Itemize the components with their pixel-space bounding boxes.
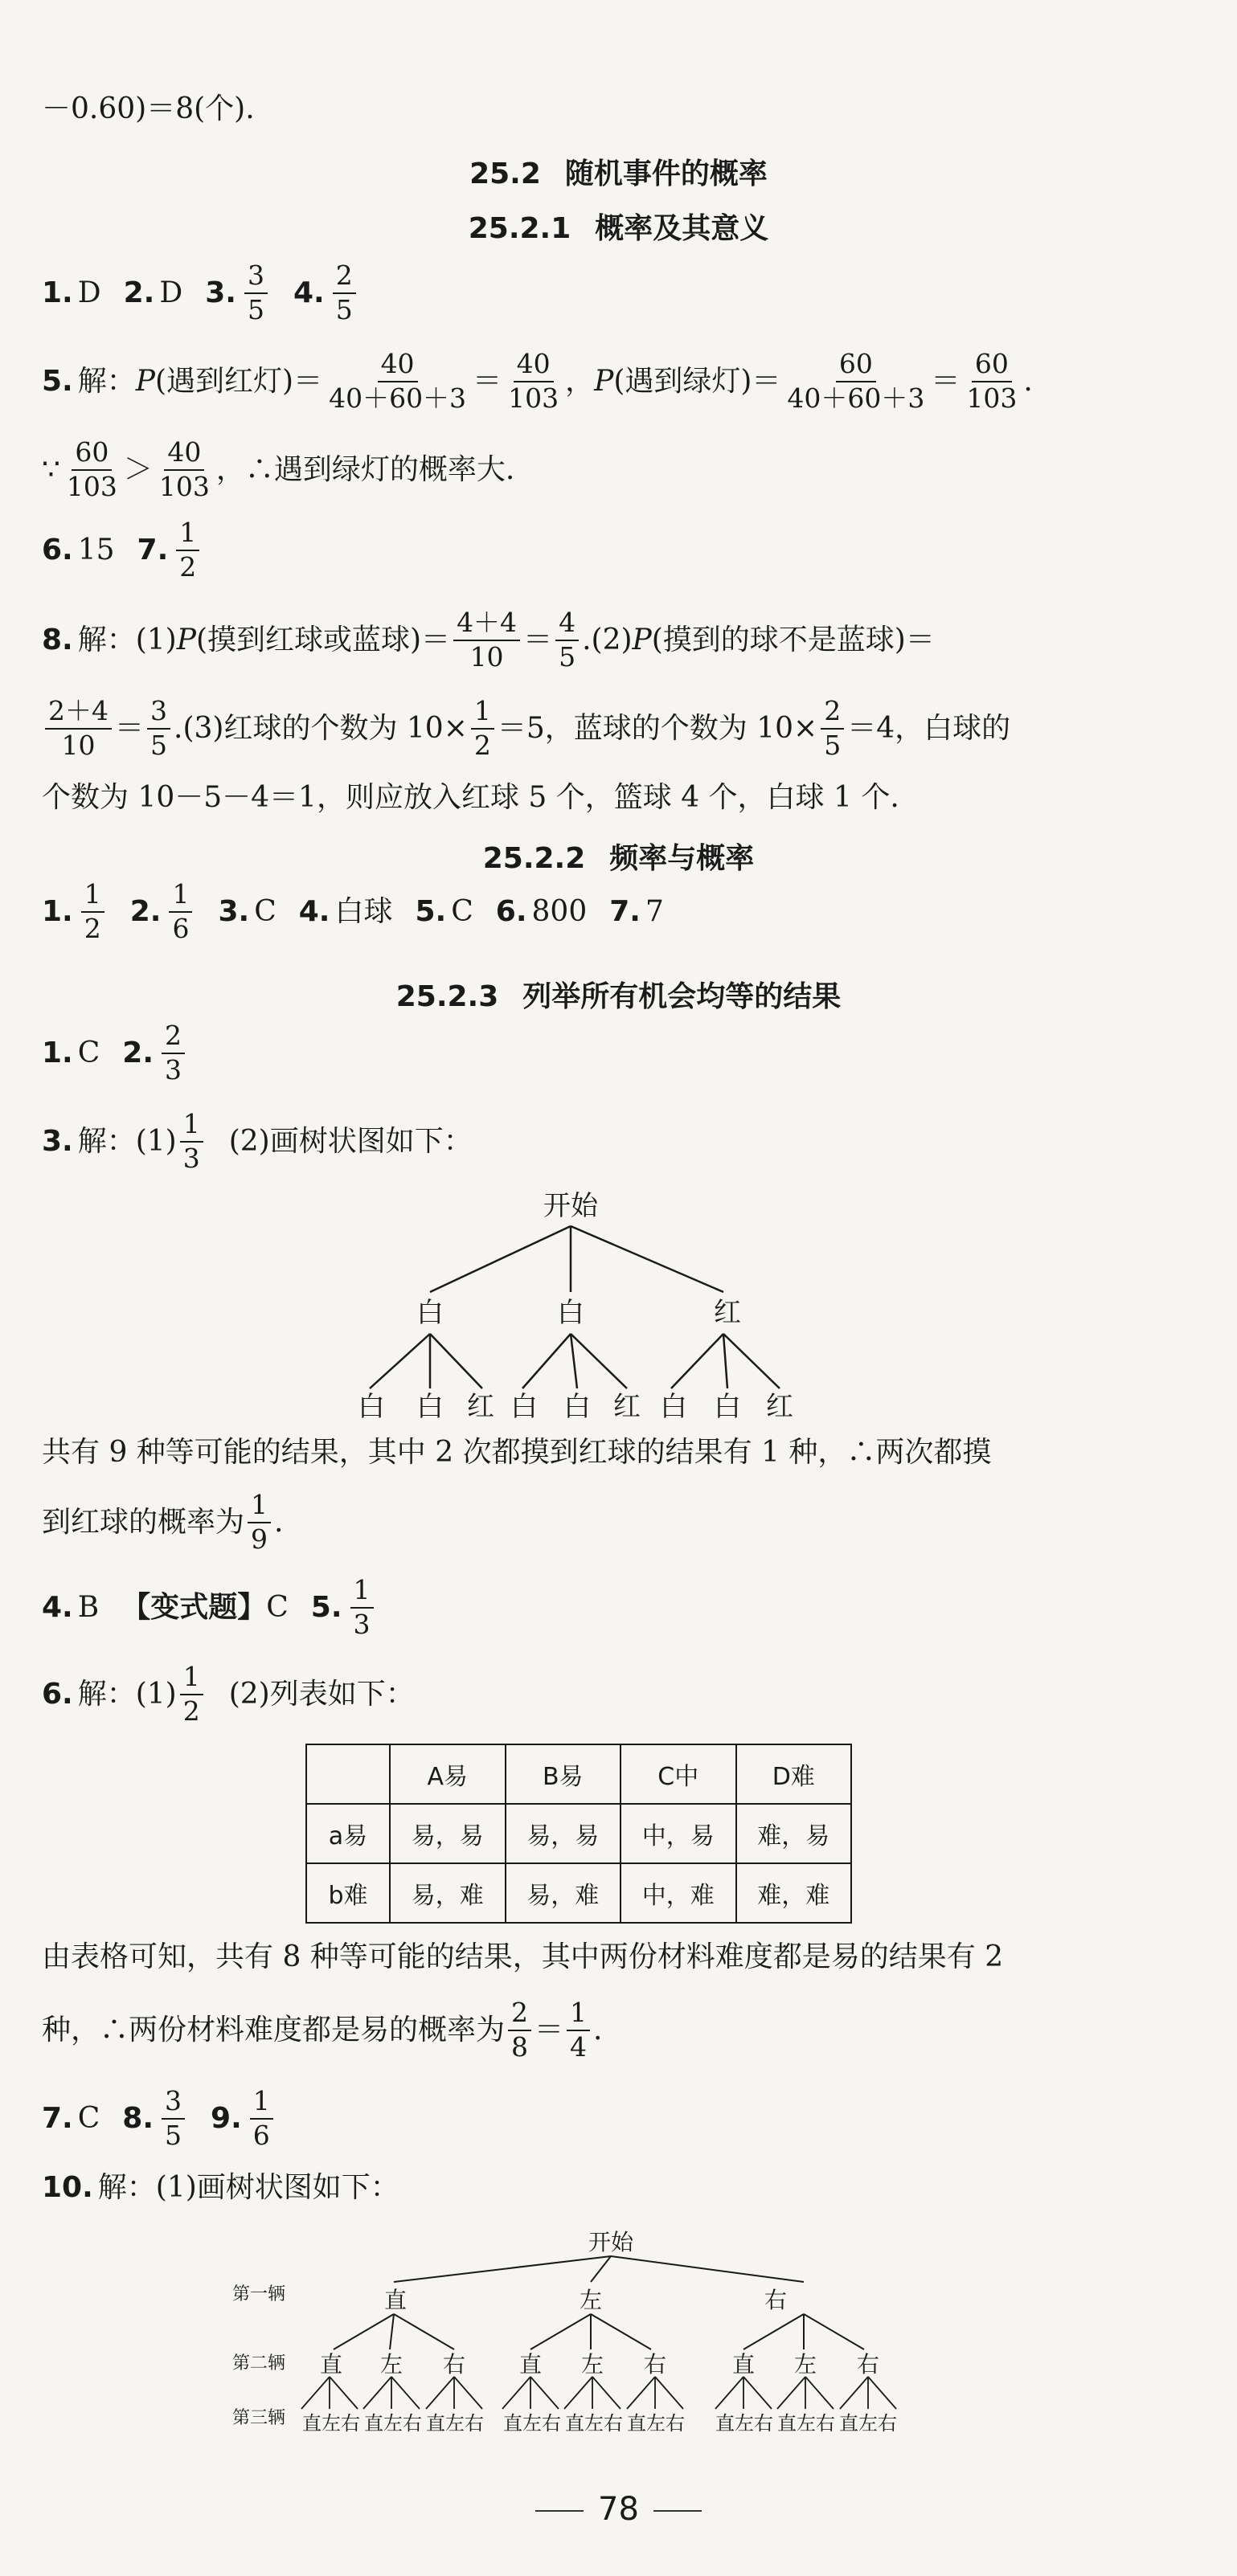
tree-node: 直	[383, 2287, 408, 2313]
table-row-header: a易	[306, 1804, 390, 1863]
row-label: 第二辆	[231, 2353, 286, 2374]
q-number: 3.	[42, 1125, 73, 1158]
fraction: $\frac{3}{5}$	[147, 697, 170, 759]
tree-node: 右	[643, 2351, 667, 2378]
q-number: 8.	[42, 624, 73, 656]
answer-line: 3. 解：(1) $\frac{1}{3}$ (2)画树状图如下：	[42, 1108, 473, 1174]
carryover-line: －0.60)＝8(个).	[42, 92, 255, 125]
fraction: $\frac{40}{103}$	[158, 436, 210, 502]
tree-node: 右	[856, 2351, 880, 2378]
q-number: 10.	[42, 2171, 93, 2204]
table-header-cell: B易	[506, 1744, 621, 1804]
table-cell: 易，易	[506, 1804, 621, 1863]
tree-root: 开始	[588, 2229, 634, 2255]
q-number: 7.	[42, 2102, 73, 2135]
answer: D	[159, 276, 183, 309]
fraction: $\frac{2}{3}$	[162, 1022, 185, 1084]
table-row-header: b难	[306, 1863, 390, 1923]
footer-dash	[535, 2510, 584, 2512]
subsection-title: 概率及其意义	[595, 212, 769, 245]
q-number: 6.	[42, 534, 73, 566]
answer-line: 4. B 【变式题】 C 5. $\frac{1}{3}$	[42, 1572, 1205, 1644]
tree-node: 左	[580, 2351, 604, 2378]
fraction: $\frac{1}{6}$	[169, 881, 192, 942]
fraction: $\frac{2}{8}$	[508, 1999, 531, 2061]
answer-line: 1. $\frac{1}{2}$ 2. $\frac{1}{6}$ 3. C 4. 白球 5. C 6. 800 7. 7	[42, 878, 664, 944]
tree-node: 左	[379, 2351, 403, 2378]
tree-leaf: 直左右	[839, 2412, 897, 2435]
q-number: 4.	[293, 276, 325, 309]
q-number: 3.	[205, 276, 236, 309]
tree-root: 开始	[543, 1190, 598, 1222]
table-cell: 易，难	[506, 1863, 621, 1923]
fraction: $\frac{1}{3}$	[180, 1110, 203, 1172]
table-cell: 易，易	[390, 1804, 506, 1863]
q-number: 5.	[310, 1591, 342, 1624]
section-title: 随机事件的概率	[564, 157, 768, 190]
answer-line: ∵ $\frac{60}{103}$ ＞ $\frac{40}{103}$ ，∴遇到绿灯的概率大.	[42, 436, 515, 502]
tree-node: 左	[793, 2351, 817, 2378]
answer-line: 8. 解：(1) P (摸到红球或蓝球)＝ $\frac{4+4}{10}$ ＝ $\frac{4}{5}$ .(2) P (摸到的球不是蓝球)＝	[42, 607, 935, 673]
answer-line: 1. C 2. $\frac{2}{3}$	[42, 1017, 1205, 1090]
q-number: 7.	[137, 534, 169, 566]
page-number: 78	[598, 2491, 639, 2528]
row-label: 第三辆	[231, 2408, 286, 2428]
q-number: 8.	[122, 2102, 154, 2135]
q-number: 2.	[129, 895, 162, 928]
q-number: 9.	[211, 2102, 242, 2135]
tree-node: 直	[319, 2351, 343, 2378]
subsection-number: 25.2.2	[482, 842, 586, 875]
q-number: 5.	[415, 895, 447, 928]
tree-leaf: 直左右	[627, 2412, 685, 2435]
answer-line: 6. 解：(1) $\frac{1}{2}$ (2)列表如下：	[42, 1661, 415, 1727]
tree-leaf: 直左右	[302, 2412, 360, 2435]
row-label: 第一辆	[231, 2284, 286, 2304]
q-number: 5.	[42, 365, 73, 398]
subsection-number: 25.2.1	[468, 212, 571, 245]
q-number: 2.	[122, 1037, 154, 1069]
q-number: 1.	[42, 1037, 73, 1069]
answer-line: 到红球的概率为 $\frac{1}{9}$ .	[42, 1489, 284, 1555]
table-header-cell: D难	[736, 1744, 852, 1804]
fraction: $\frac{4}{5}$	[555, 609, 579, 671]
subsection-title: 列举所有机会均等的结果	[522, 980, 842, 1013]
answer-line: 10. 解：(1)画树状图如下：	[42, 2171, 399, 2204]
answer: D	[77, 276, 101, 309]
tree-node: 左	[579, 2287, 603, 2313]
q-number: 6.	[495, 895, 527, 928]
q-number: 2.	[123, 276, 155, 309]
answer-line: 由表格可知，共有 8 种等可能的结果，其中两份材料难度都是易的结果有 2	[42, 1940, 1004, 1973]
tree-leaf: 白	[510, 1391, 538, 1423]
answer-line: 7. C 8. $\frac{3}{5}$ 9. $\frac{1}{6}$	[42, 2083, 1205, 2155]
fraction: $\frac{1}{2}$	[176, 519, 199, 581]
answer-line: 6. 15 7. $\frac{1}{2}$	[42, 514, 1205, 587]
q-number: 3.	[218, 895, 250, 928]
tree-leaf: 直左右	[715, 2412, 773, 2435]
tree-node: 右	[442, 2351, 466, 2378]
subsection-number: 25.2.3	[395, 980, 499, 1013]
page-footer	[0, 2491, 1237, 2528]
q-number: 4.	[42, 1591, 73, 1624]
fraction: $\frac{1}{2}$	[180, 1663, 203, 1725]
q-number: 1.	[42, 276, 73, 309]
tree-leaf: 白	[416, 1391, 444, 1423]
fraction: $\frac{4+4}{10}$	[453, 609, 520, 671]
q-number: 7.	[609, 895, 641, 928]
answer-line: 5. 解： P (遇到红灯)＝ $\frac{40}{40+60+3}$ ＝ $\frac{40}{103}$ ， P (遇到绿灯)＝ $\frac{60}{40+60+3}$ ＝ $\frac{60}{103}$ .	[42, 348, 1033, 414]
answer-line: 种，∴两份材料难度都是易的概率为 $\frac{2}{8}$ ＝ $\frac{1}{4}$ .	[42, 1997, 603, 2063]
table-cell: 难，易	[736, 1804, 852, 1863]
tree-leaf: 直左右	[777, 2412, 835, 2435]
table-cell: 难，难	[736, 1863, 852, 1923]
tree-node: 白	[416, 1297, 444, 1329]
fraction: $\frac{1}{3}$	[350, 1576, 374, 1638]
fraction: $\frac{1}{2}$	[471, 697, 494, 759]
variant-question-label: 【变式题】	[121, 1591, 267, 1624]
table-header-cell: C中	[621, 1744, 736, 1804]
tree-leaf: 直左右	[364, 2412, 422, 2435]
fraction: $\frac{3}{5}$	[162, 2087, 185, 2149]
q-number: 1.	[42, 895, 73, 928]
tree-leaf: 直左右	[565, 2412, 623, 2435]
section-number: 25.2	[469, 157, 541, 190]
answer-line: 共有 9 种等可能的结果，其中 2 次都摸到红球的结果有 1 种，∴两次都摸	[42, 1436, 992, 1469]
fraction: $\frac{40}{103}$	[508, 348, 559, 414]
fraction: $\frac{60}{103}$	[66, 436, 117, 502]
footer-dash	[653, 2510, 702, 2512]
answer-line: $\frac{2+4}{10}$ ＝ $\frac{3}{5}$ .(3)红球的个数为 10× $\frac{1}{2}$ ＝5，蓝球的个数为 10× $\frac{2}{5}$ ＝4，白球的	[42, 693, 1205, 765]
table-cell: 中，易	[621, 1804, 736, 1863]
fraction: $\frac{2+4}{10}$	[45, 697, 112, 759]
tree-leaf: 白	[563, 1391, 591, 1423]
tree-node: 右	[764, 2287, 788, 2313]
fraction: $\frac{60}{40+60+3}$	[787, 348, 925, 414]
tree-leaf: 白	[358, 1391, 385, 1423]
tree-node: 直	[518, 2351, 543, 2378]
table-cell: 中，难	[621, 1863, 736, 1923]
q-number: 4.	[298, 895, 330, 928]
table-cell: 易，难	[390, 1863, 506, 1923]
tree-leaf: 红	[613, 1391, 641, 1423]
fraction: $\frac{1}{2}$	[81, 881, 104, 942]
answer-line: 个数为 10－5－4＝1，则应放入红球 5 个，篮球 4 个，白球 1 个.	[42, 781, 899, 814]
tree-leaf: 白	[714, 1391, 741, 1423]
table-header-cell: A易	[390, 1744, 506, 1804]
subsection-title: 频率与概率	[609, 842, 755, 875]
fraction: $\frac{1}{6}$	[250, 2087, 273, 2149]
tree-leaf: 直左右	[426, 2412, 484, 2435]
tree-leaf: 红	[467, 1391, 494, 1423]
fraction: $\frac{2}{5}$	[821, 697, 844, 759]
fraction: $\frac{2}{5}$	[333, 262, 356, 324]
fraction: $\frac{1}{9}$	[248, 1491, 271, 1553]
tree-leaf: 直左右	[503, 2412, 561, 2435]
fraction: $\frac{3}{5}$	[244, 262, 268, 324]
fraction: $\frac{1}{4}$	[567, 1999, 590, 2061]
q-number: 6.	[42, 1678, 73, 1711]
tree-leaf: 白	[660, 1391, 687, 1423]
tree-node: 红	[714, 1297, 741, 1329]
fraction: $\frac{40}{40+60+3}$	[329, 348, 467, 414]
fraction: $\frac{60}{103}$	[966, 348, 1018, 414]
tree-node: 直	[731, 2351, 756, 2378]
tree-leaf: 红	[766, 1391, 793, 1423]
tree-node: 白	[557, 1297, 584, 1329]
